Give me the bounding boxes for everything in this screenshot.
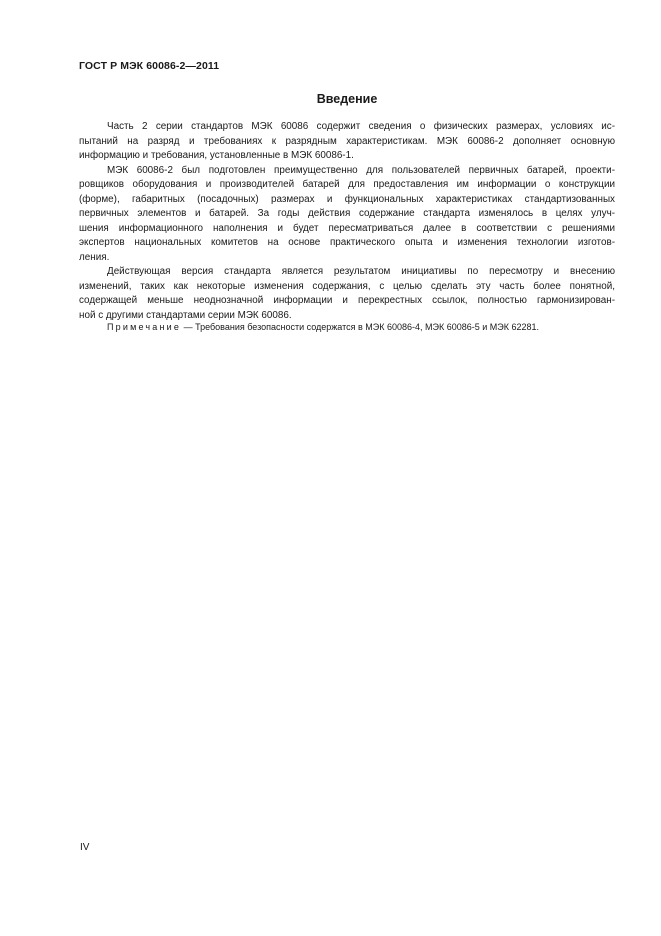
note-label: Примечание bbox=[107, 322, 182, 332]
paragraph-line: информацию и требования, установленные в МЭК 60086-1. bbox=[79, 150, 354, 161]
page-number: IV bbox=[80, 842, 90, 853]
note-text: — Требования безопасности содержатся в МЭК 60086-4, МЭК 60086-5 и МЭК 62281. bbox=[181, 322, 540, 332]
paragraph-3 bbox=[79, 265, 615, 323]
paragraph-line: содержащей меньше неоднозначной информации и перекрестных ссылок, полностью гармонизирован- bbox=[79, 295, 615, 306]
paragraph-line: ной с другими стандартами серии МЭК 60086. bbox=[79, 309, 292, 321]
paragraph-line: (форме), габаритных (посадочных) размерах и функциональных характеристиках стандартизованных bbox=[79, 193, 615, 205]
safety-note bbox=[107, 320, 539, 334]
introduction-body bbox=[79, 120, 615, 323]
paragraph-line: МЭК 60086-2 был подготовлен преимущественно для пользователей первичных батарей, проекти- bbox=[107, 164, 615, 176]
paragraph-2 bbox=[79, 164, 615, 266]
paragraph-line: ления. bbox=[79, 251, 110, 263]
paragraph-line: ровщиков оборудования и производителей батарей для предоставления им информации о конструкции bbox=[79, 179, 615, 190]
paragraph-line: Действующая версия стандарта является результатом инициативы по пересмотру и внесению bbox=[107, 266, 615, 277]
paragraph-line: пытаний на разряд и требованиях к разрядным характеристикам. МЭК 60086-2 дополняет основную bbox=[79, 135, 615, 147]
paragraph-line: шения информационного наполнения и будет пересматриваться далее в соответствии с решениями bbox=[79, 222, 615, 234]
paragraph-1 bbox=[79, 120, 615, 164]
paragraph-line: изменений, таких как некоторые изменения содержания, с целью сделать эту часть более понятной, bbox=[79, 280, 615, 292]
section-title: Введение bbox=[316, 92, 378, 106]
paragraph-line: экспертов национальных комитетов на основе практического опыта и изменения технологии изготов- bbox=[79, 237, 615, 248]
paragraph-line: первичных элементов и батарей. За годы действия содержание стандарта изменялось в целях улуч- bbox=[79, 208, 615, 219]
document-header-id: ГОСТ Р МЭК 60086-2—2011 bbox=[79, 60, 220, 72]
paragraph-line: Часть 2 серии стандартов МЭК 60086 содержит сведения о физических размерах, условиях ис- bbox=[107, 121, 615, 132]
